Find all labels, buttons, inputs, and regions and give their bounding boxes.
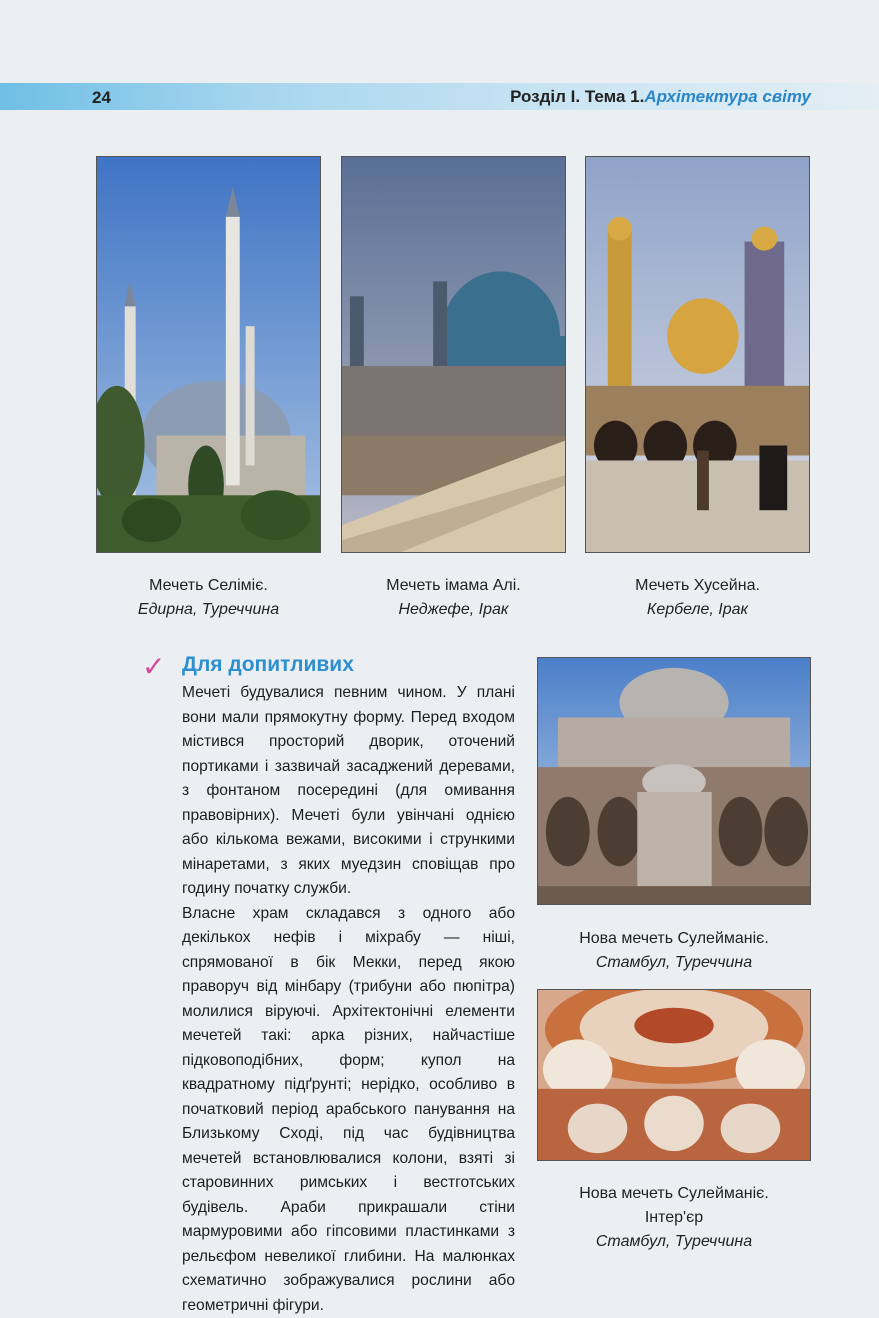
- caption-title: Мечеть Хусейна.: [585, 574, 810, 598]
- section-accent: Архітектура світу: [644, 87, 811, 106]
- caption-place: Неджефе, Ірак: [341, 598, 566, 622]
- photo-suleymaniye-interior: [537, 989, 811, 1161]
- caption-title: Мечеть імама Алі.: [341, 574, 566, 598]
- caption-place: Едирна, Туреччина: [96, 598, 321, 622]
- page-number: 24: [92, 88, 111, 108]
- check-icon: ✓: [142, 652, 165, 682]
- tip-body: [182, 681, 515, 1318]
- caption-imam-ali: [341, 574, 566, 622]
- caption-husayn: [585, 574, 810, 622]
- caption-place: Кербеле, Ірак: [585, 598, 810, 622]
- caption-selimiye: [96, 574, 321, 622]
- caption-title: Нова мечеть Сулейманіє.: [537, 1182, 811, 1206]
- caption-place: Стамбул, Туреччина: [537, 1230, 811, 1254]
- photo-selimiye-mosque: [96, 156, 321, 553]
- section-title: [510, 87, 811, 107]
- caption-suleymaniye-interior: [537, 1182, 811, 1254]
- caption-title: Мечеть Селіміє.: [96, 574, 321, 598]
- caption-place: Стамбул, Туреччина: [537, 951, 811, 975]
- caption-suleymaniye-exterior: [537, 927, 811, 975]
- photo-suleymaniye-exterior: [537, 657, 811, 905]
- section-prefix: Розділ І. Тема 1.: [510, 87, 644, 106]
- tip-heading: Для допитливих: [182, 653, 354, 677]
- photo-husayn-mosque: [585, 156, 810, 553]
- caption-title: Нова мечеть Сулейманіє.: [537, 927, 811, 951]
- tip-paragraph: Мечеті будувалися певним чином. У плані вони мали прямокутну форму. Перед входом містився просторий дворик, оточений портиками і зазвичай засаджений деревами, з фонтаном посередині (для омивання правовірних). Мечеті були увінчані однією або кількома вежами, високими і стрункими мінаретами, з яких муедзин сповіщав про годину початку служби.: [182, 681, 515, 902]
- caption-subtitle: Інтер'єр: [537, 1206, 811, 1230]
- tip-paragraph: Власне храм складався з одного або декількох нефів і міхрабу — ніші, спрямованої в бік Мекки, перед якою праворуч від мінбару (трибуни або пюпітра) молилися віруючі. Архітектонічні елементи мечетей такі: арка різних, найчастіше підковоподібних, форм; купол на квадратному підґрунті; нерідко, особливо в початковий період арабського панування на Близькому Сході, під час будівництва мечетей встановлювалися колони, взяті зі старовинних римських і вестготських будівель. Араби прикрашали стіни мармуровими або гіпсовими пластинками з рельєфом невеликої глибини. На малюнках схематично зображувалися рослини або геометричні фігури.: [182, 902, 515, 1318]
- photo-imam-ali-mosque: [341, 156, 566, 553]
